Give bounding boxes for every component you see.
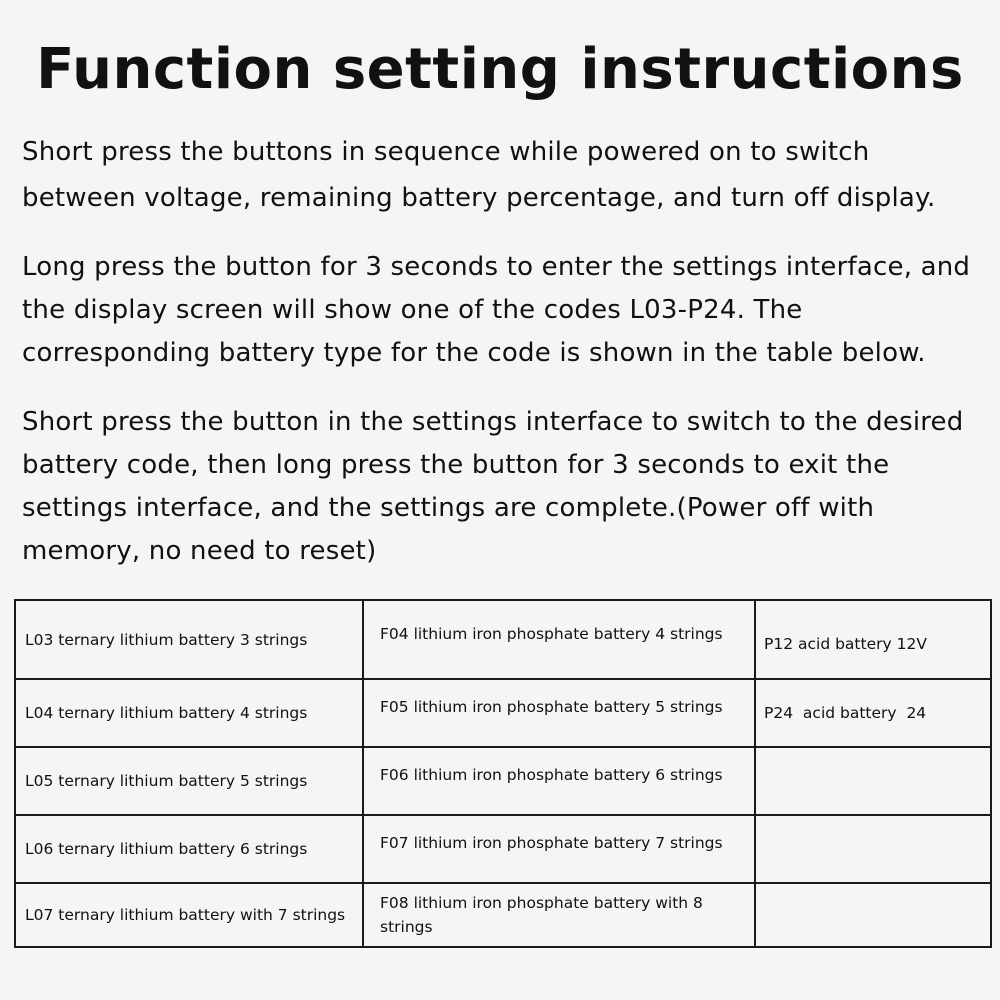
instruction-paragraph-3: Short press the button in the settings interface to switch to the desired battery code, then long press the button for 3 seconds to exit the settings interface, and the settings are complete.(Power off with memory, no need to reset)	[22, 407, 964, 566]
table-cell: F05 lithium iron phosphate battery 5 strings	[363, 679, 755, 747]
table-cell: F07 lithium iron phosphate battery 7 strings	[363, 815, 755, 883]
table-row	[15, 883, 991, 947]
instruction-paragraph-2: Long press the button for 3 seconds to enter the settings interface, and the display screen will show one of the codes L03-P24. The corresponding battery type for the code is shown in the table below.	[22, 252, 971, 368]
table-cell: F08 lithium iron phosphate battery with 8 strings	[363, 883, 755, 947]
table-row	[15, 747, 991, 815]
battery-code-table	[14, 599, 992, 948]
table-cell: L05 ternary lithium battery 5 strings	[15, 747, 363, 815]
table-cell: L07 ternary lithium battery with 7 strings	[15, 883, 363, 947]
table-cell: L06 ternary lithium battery 6 strings	[15, 815, 363, 883]
page-title: Function setting instructions	[36, 37, 964, 102]
table-row	[15, 815, 991, 883]
table-cell	[755, 747, 991, 815]
table-cell	[755, 883, 991, 947]
instruction-paragraph-1: Short press the buttons in sequence while powered on to switch between voltage, remaining battery percentage, and turn off display.	[22, 137, 936, 213]
table-cell: P24 acid battery 24	[755, 679, 991, 747]
table-cell: L04 ternary lithium battery 4 strings	[15, 679, 363, 747]
table-cell: P12 acid battery 12V	[755, 600, 991, 679]
table-row	[15, 600, 991, 679]
table-cell: F04 lithium iron phosphate battery 4 strings	[363, 600, 755, 679]
table-cell	[755, 815, 991, 883]
table-row	[15, 679, 991, 747]
table-cell: F06 lithium iron phosphate battery 6 strings	[363, 747, 755, 815]
table-cell: L03 ternary lithium battery 3 strings	[15, 600, 363, 679]
